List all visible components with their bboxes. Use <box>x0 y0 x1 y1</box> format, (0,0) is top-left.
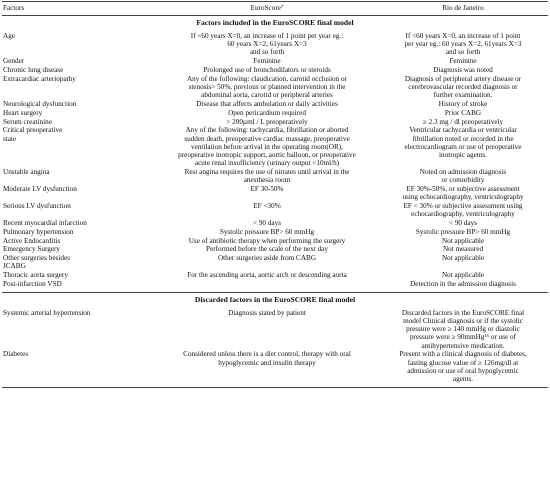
rio-definition <box>378 109 548 117</box>
factor-name <box>3 219 87 227</box>
euroscore-definition <box>162 185 372 193</box>
euroscore-definition-line: > 200µml / L preoperatively <box>226 117 308 126</box>
euroscore-definition-line: Diagnosis stated by patient <box>228 308 306 317</box>
rio-definition-line: or comorbidity <box>441 176 485 185</box>
factor-name <box>3 118 52 126</box>
factor-name <box>3 309 90 317</box>
euroscore-definition <box>162 168 372 184</box>
rio-definition <box>378 237 548 245</box>
factor-name-line: Post-infarction VSD <box>3 280 62 288</box>
factor-name-line: Gender <box>3 57 25 66</box>
rio-definition-line: EF 30%-50%, or subjective assessment <box>406 185 520 193</box>
rio-definition-line: agents. <box>452 375 474 383</box>
header-rule <box>2 15 548 16</box>
rio-definition-line: History of stroke <box>438 100 488 108</box>
factor-name <box>3 245 60 253</box>
euroscore-definition <box>162 118 372 126</box>
rio-definition <box>378 32 548 57</box>
factor-name <box>3 168 50 176</box>
euroscore-definition <box>162 32 372 57</box>
euroscore-definition <box>162 126 372 167</box>
factor-name <box>3 32 15 40</box>
euroscore-definition-line: anesthesia room <box>243 176 291 185</box>
euroscore-definition <box>162 219 372 227</box>
rio-definition-line: Not applicable <box>441 254 485 263</box>
factor-name <box>3 228 73 236</box>
factor-name-line: Active Endocarditis <box>3 236 61 245</box>
factor-name-line: Recent myocardial infarction <box>3 219 87 227</box>
rio-definition-line: electrocardiogram or use of preoperative <box>404 142 522 151</box>
rio-definition-line: Detection in the admission diagnosis <box>410 280 516 288</box>
euroscore-definition-line: Open pericardium required <box>228 108 306 117</box>
rio-definition-line: < 90 days <box>448 219 477 227</box>
factor-name-line: Thoracic aorta surgery <box>3 271 68 280</box>
rio-definition <box>378 271 548 279</box>
euroscore-definition-line: Performed before the scale of the next day <box>206 245 328 254</box>
column-header: EuroScore⁷ <box>250 4 284 12</box>
euroscore-definition-line: ventilation before arrival in the operating room(OR), <box>191 142 343 151</box>
rio-definition <box>378 185 548 201</box>
section-title: Discarded factors in the EuroSCORE final model <box>194 294 356 304</box>
rio-definition-line: EF < 30% or subjective assessment using <box>403 202 523 210</box>
factor-name <box>3 57 24 65</box>
rio-definition-line: further examination. <box>433 91 493 100</box>
euroscore-definition-line: hypoglycemic and insulin therapy <box>218 358 316 367</box>
rio-definition-line: Noted on admission diagnosis <box>419 168 507 176</box>
euroscore-definition-line: Disease that affects ambulation or daily activities <box>196 100 338 108</box>
factor-name-line: Systemic arterial hypertension <box>3 308 91 317</box>
euroscore-definition-line: sudden death, preoperative cardiac massage, preoperative <box>184 134 350 143</box>
section-title: Factors included in the EuroSCORE final model <box>196 18 354 27</box>
factor-name-line: Chronic lung disease <box>3 66 64 74</box>
column-header: Factors <box>3 4 25 12</box>
rio-definition-line: Prior CABG <box>444 108 482 117</box>
euroscore-definition <box>162 237 372 245</box>
rio-definition-line: and so forth <box>445 48 481 57</box>
factor-name-line: Diabetes <box>3 350 29 359</box>
rio-definition-line: admission or use of oral hypoglycemic <box>407 366 519 375</box>
rio-definition-line: echocardiography, ventriculography <box>411 210 515 219</box>
factor-name-line: Neurological dysfunction <box>3 100 77 108</box>
rio-definition-line: Diagnosis of peripheral artery disease or <box>404 74 522 83</box>
rio-definition <box>378 309 548 350</box>
factor-name-line: Other surgeries besides <box>3 254 70 263</box>
euroscore-definition <box>162 75 372 100</box>
rio-definition-line: pressure were ≥ 140 mmHg or diastolic <box>406 325 520 334</box>
factor-name <box>3 202 71 210</box>
rio-definition <box>378 219 548 227</box>
euroscore-definition-line: EF <30% <box>253 202 281 210</box>
rio-definition <box>378 66 548 74</box>
rio-definition <box>378 280 548 288</box>
section-rule <box>2 292 548 293</box>
euroscore-definition <box>162 254 372 262</box>
rio-definition-line: per year eg.: 60 years X=2, 61years X=3 <box>404 40 522 49</box>
euroscore-definition-line: acute renal insufficiency (urinary output <10ml/h) <box>194 159 340 168</box>
rio-definition-line: fibrillation noted or recorded in the <box>412 134 514 143</box>
rio-definition <box>378 245 548 253</box>
euroscore-definition <box>162 271 372 279</box>
rio-definition <box>378 57 548 65</box>
euroscore-definition <box>162 100 372 108</box>
euroscore-definition-line: For the ascending aorta, aortic arch or descending aorta <box>187 271 347 280</box>
rio-definition-line: Not measured <box>442 245 484 254</box>
factor-name <box>3 75 76 83</box>
factor-name-line: Unstable angina <box>3 168 50 176</box>
factor-name <box>3 126 62 142</box>
factor-name-line: Extracardiac arteriopathy <box>3 74 76 83</box>
factor-name-line: Serum creatinine <box>3 117 52 126</box>
rio-definition-line: If <60 years X=0, an increase of 1 point <box>405 32 521 40</box>
rio-definition <box>378 202 548 218</box>
euroscore-definition <box>162 309 372 317</box>
rio-definition-line: Present with a clinical diagnosis of diabetes, <box>399 350 527 359</box>
euroscore-definition-line: Any of the following: claudication, carotid occlusion or <box>186 74 348 83</box>
factor-name-line: Heart surgery <box>3 108 43 117</box>
euroscore-definition-line: stenosis> 50%, previous or planned intervention in the <box>188 83 346 91</box>
euroscore-definition-line: Considered unless there is a diet control, therapy with oral <box>183 350 351 359</box>
euroscore-definition-line: 60 years X=2, 61years X=3 <box>227 40 307 49</box>
euroscore-definition-line: If <60 years X=0, an increase of 1 point per year eg.: <box>190 32 344 40</box>
rio-definition-line: fasting glucose value of ≥ 126mg/dl at <box>407 358 519 367</box>
euroscore-definition <box>162 66 372 74</box>
euroscore-definition <box>162 109 372 117</box>
factor-name-line: Critical preoperative <box>3 126 63 135</box>
rio-definition <box>378 118 548 126</box>
euroscore-definition-line: abdominal aorta, carotid or peripheral arteries <box>201 91 333 100</box>
rio-definition-line: Not applicable <box>441 236 485 245</box>
rio-definition-line: Discarded factors in the EuroSCORE final <box>401 308 525 317</box>
rio-definition-line: cerebrovascular recorded diagnosis or <box>408 83 518 91</box>
bottom-rule <box>2 387 548 388</box>
factor-name <box>3 350 28 358</box>
rio-definition-line: model Clinical diagnosis or if the systolic <box>403 317 523 325</box>
euroscore-definition-line: Any of the following: tachycardia, fibrillation or aborted <box>185 126 349 135</box>
rio-definition <box>378 75 548 100</box>
factor-name <box>3 271 68 279</box>
rio-definition-line: Ventricular tachycardia or ventricular <box>409 126 517 135</box>
factor-name-line: Age <box>3 32 15 40</box>
rio-definition-line: antihypertensive medication. <box>421 341 505 350</box>
factor-name <box>3 280 62 288</box>
rio-definition <box>378 168 548 184</box>
factor-name <box>3 185 77 193</box>
column-header: Rio de Janeiro <box>442 4 484 12</box>
factor-name-line: Emergency Surgery <box>3 245 61 254</box>
factor-name-line: state <box>3 134 17 143</box>
euroscore-definition-line: preoperative inotropic support, aortic balloon, or preoperative <box>178 151 356 159</box>
top-rule <box>2 1 548 2</box>
rio-definition-line: pressure were ≥ 90mmHg¹⁶ or use of <box>409 333 516 342</box>
rio-definition-line: using echocardiography, ventriculography <box>402 193 524 202</box>
factor-name <box>3 237 60 245</box>
factor-name <box>3 254 70 270</box>
euroscore-definition-line: Other surgeries aside from CABG <box>217 254 317 263</box>
factor-name <box>3 100 76 108</box>
euroscore-definition-line: EF 30-50% <box>250 185 284 193</box>
euroscore-definition <box>162 228 372 236</box>
euroscore-definition-line: Use of antibiotic therapy when performing the surgery <box>188 236 346 245</box>
euroscore-definition-line: and so forth <box>249 48 285 57</box>
euroscore-definition-line: < 90 days <box>252 219 281 227</box>
rio-definition-line: Feminine <box>449 57 477 66</box>
rio-definition <box>378 254 548 262</box>
factor-name <box>3 109 42 117</box>
rio-definition-line: inotropic agents. <box>439 151 487 159</box>
euroscore-definition <box>162 57 372 65</box>
factor-name-line: Moderate LV dysfunction <box>3 185 77 193</box>
rio-definition <box>378 228 548 236</box>
factor-name-line: Pulmonary hypertension <box>3 227 74 236</box>
euroscore-definition-line: Feminine <box>253 57 281 66</box>
euroscore-definition <box>162 245 372 253</box>
rio-definition <box>378 100 548 108</box>
euroscore-definition <box>162 202 372 210</box>
factor-name-line: JCABG <box>3 262 26 271</box>
rio-definition-line: Not applicable <box>441 271 485 280</box>
rio-definition-line: Diagnosis was noted <box>433 66 493 74</box>
euroscore-definition-line: Rest angina requires the use of nitrates until arrival in the <box>184 168 350 176</box>
factor-name <box>3 66 63 74</box>
factor-name-line: Serious LV dysfunction <box>3 202 71 210</box>
rio-definition <box>378 350 548 383</box>
euroscore-definition-line: Systolic pressure BP> 60 mmHg <box>219 227 315 236</box>
euroscore-definition <box>162 350 372 366</box>
rio-definition-line: Systolic pressure BP> 60 mmHg <box>415 227 511 236</box>
euroscore-definition-line: Prolonged use of bronchodilators or steroids <box>203 66 331 74</box>
rio-definition-line: ≥ 2.3 mg / dl preoperatively <box>422 117 504 126</box>
rio-definition <box>378 126 548 159</box>
